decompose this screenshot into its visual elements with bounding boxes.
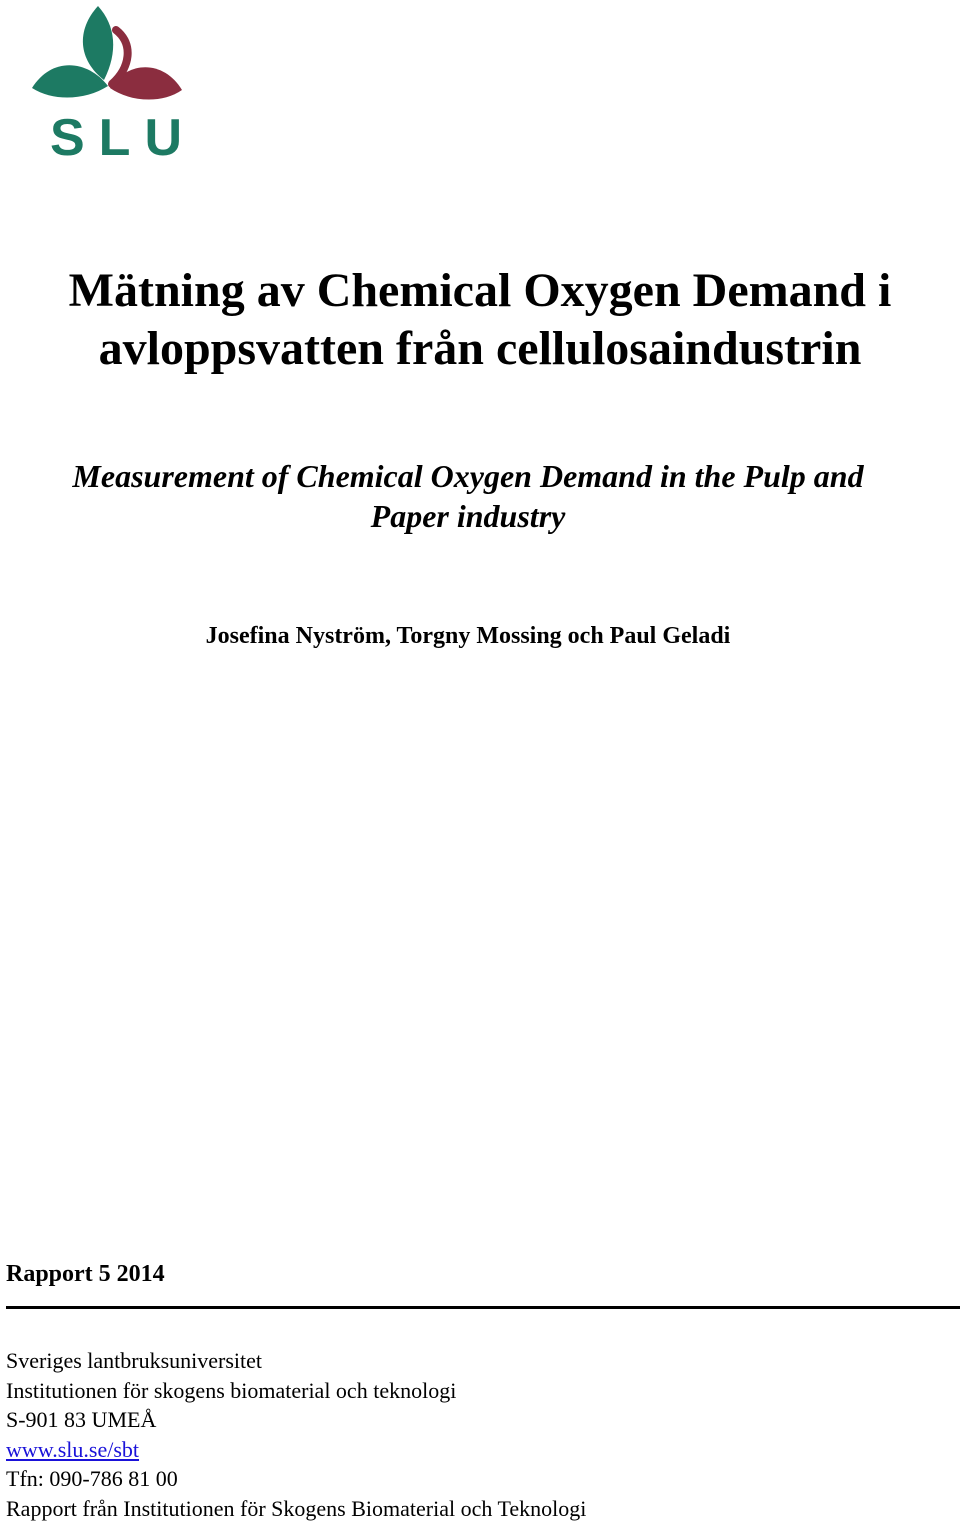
university-name: Sveriges lantbruksuniversitet (6, 1348, 263, 1373)
authors: Josefina Nyström, Torgny Mossing och Paul Geladi (205, 623, 731, 649)
publisher-info (6, 1346, 586, 1523)
slu-logo-text: SLU (50, 109, 196, 167)
website-link[interactable]: www.slu.se/sbt (6, 1436, 140, 1462)
slu-leaf-icon (30, 4, 190, 114)
phone-number: Tfn: 090-786 81 00 (6, 1466, 178, 1491)
title-line-2: avloppsvatten från cellulosaindustrin (98, 322, 862, 375)
postal-address: S-901 83 UMEÅ (6, 1407, 157, 1432)
title-line-1: Mätning av Chemical Oxygen Demand i (68, 264, 892, 317)
subtitle-line-1: Measurement of Chemical Oxygen Demand in the Pulp and (72, 458, 864, 494)
report-number: Rapport 5 2014 (6, 1261, 165, 1287)
department-name: Institutionen för skogens biomaterial och teknologi (6, 1377, 457, 1403)
divider (6, 1306, 960, 1309)
slu-logo (30, 4, 196, 167)
report-series: Rapport från Institutionen för Skogens Biomaterial och Teknologi (6, 1495, 587, 1521)
page-title (0, 262, 960, 378)
english-subtitle (0, 456, 936, 536)
subtitle-line-2: Paper industry (370, 498, 566, 534)
